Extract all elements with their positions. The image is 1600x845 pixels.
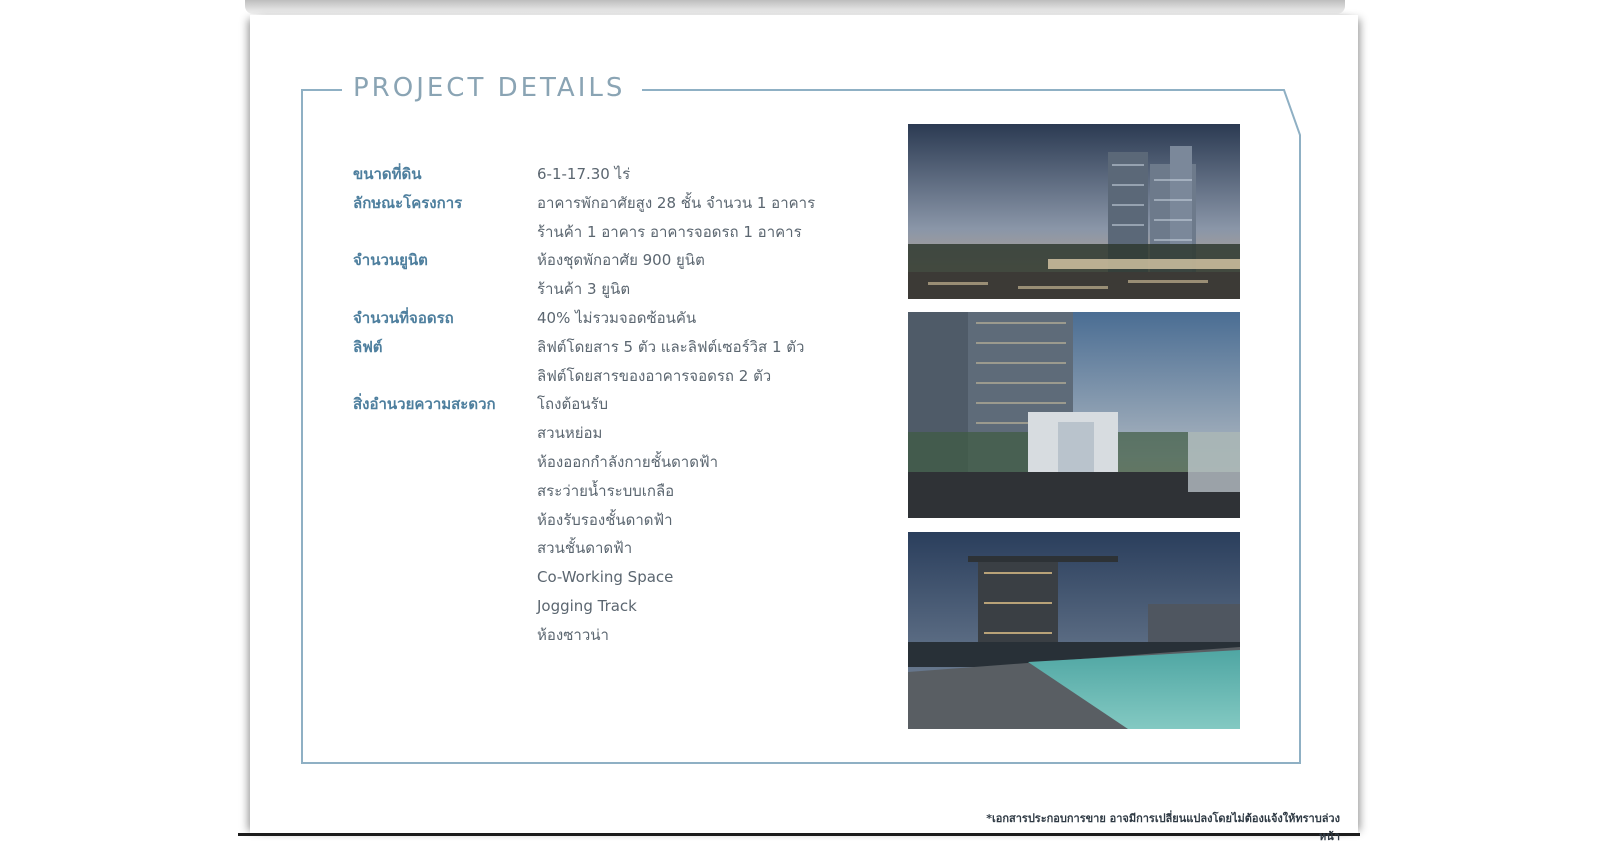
detail-row: [353, 160, 873, 189]
detail-value: ห้องรับรองชั้นดาดฟ้า: [537, 510, 673, 529]
detail-value: สวนหย่อม: [537, 424, 603, 443]
project-details-list: [353, 160, 873, 650]
detail-label: ขนาดที่ดิน: [353, 165, 422, 183]
detail-values: [537, 160, 630, 189]
detail-value: ห้องออกกำลังกายชั้นดาดฟ้า: [537, 452, 719, 471]
building-exterior-image: [908, 124, 1240, 299]
previous-page-edge: [245, 0, 1345, 14]
detail-row: [353, 390, 873, 649]
detail-value: ร้านค้า 1 อาคาร อาคารจอดรถ 1 อาคาร: [537, 222, 802, 241]
detail-value: สระว่ายน้ำระบบเกลือ: [537, 481, 675, 500]
detail-values: [537, 390, 718, 649]
detail-values: [537, 333, 804, 391]
detail-label: จำนวนยูนิต: [353, 251, 428, 270]
detail-value: โถงต้อนรับ: [537, 395, 609, 414]
detail-values: [537, 304, 696, 333]
disclaimer-footnote: *เอกสารประกอบการขาย อาจมีการเปลี่ยนแปลงโดยไม่ต้องแจ้งให้ทราบล่วงหน้า: [986, 812, 1340, 843]
detail-values: [537, 189, 815, 247]
detail-value: ห้องซาวน่า: [537, 625, 609, 644]
detail-label: ลักษณะโครงการ: [353, 193, 463, 212]
detail-values: [537, 246, 705, 304]
section-title: PROJECT DETAILS: [353, 73, 637, 103]
detail-value: ลิฟต์โดยสารของอาคารจอดรถ 2 ตัว: [537, 366, 772, 385]
entrance-lobby-image: [908, 312, 1240, 518]
detail-value: 6-1-17.30 ไร่: [537, 165, 631, 183]
detail-value: 40% ไม่รวมจอดซ้อนคัน: [537, 308, 697, 327]
detail-row: [353, 304, 873, 333]
detail-value: ลิฟต์โดยสาร 5 ตัว และลิฟต์เซอร์วิส 1 ตัว: [537, 337, 805, 356]
detail-label: สิ่งอำนวยความสะดวก: [353, 395, 496, 414]
detail-value: สวนชั้นดาดฟ้า: [537, 539, 633, 558]
detail-row: [353, 246, 873, 304]
detail-label: ลิฟต์: [353, 337, 383, 356]
detail-row: [353, 189, 873, 247]
detail-label: จำนวนที่จอดรถ: [353, 308, 454, 327]
detail-value: ร้านค้า 3 ยูนิต: [537, 280, 631, 299]
rooftop-pool-image: [908, 532, 1240, 729]
detail-row: [353, 333, 873, 391]
detail-value: Jogging Track: [537, 596, 637, 615]
detail-value: Co-Working Space: [537, 568, 674, 587]
detail-value: อาคารพักอาศัยสูง 28 ชั้น จำนวน 1 อาคาร: [537, 193, 816, 212]
detail-value: ห้องชุดพักอาศัย 900 ยูนิต: [537, 251, 705, 270]
